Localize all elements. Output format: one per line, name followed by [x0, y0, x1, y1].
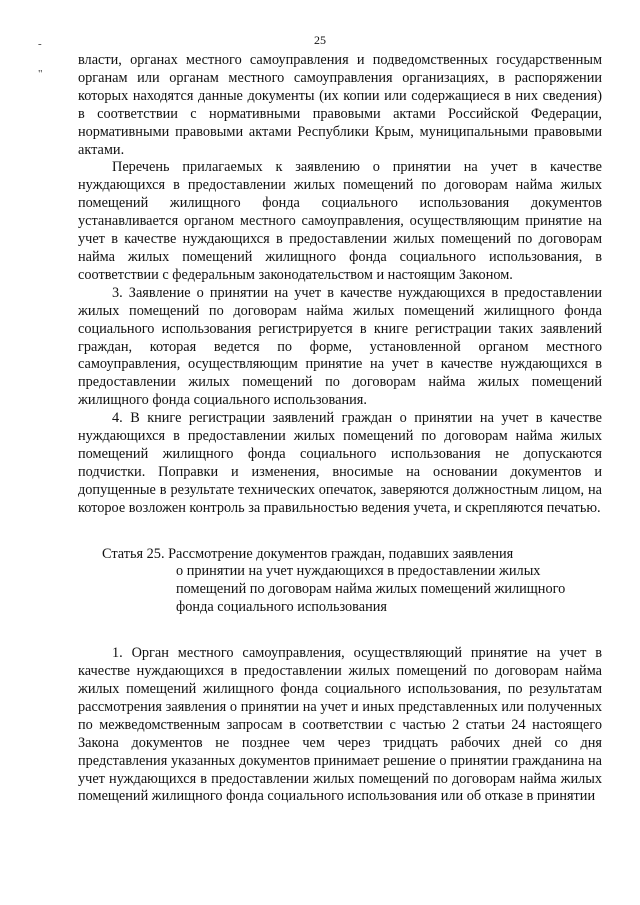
paragraph-continuation: власти, органах местного самоуправления и подведомственных государственным органам или органам местного самоуправления организациях, в распоряжении которых находятся данные документы (их копии или содержащиеся в них сведения) в соответствии с нормативными правовыми актами Российской Федерации, нормативными правовыми актами Республики Крым, муниципальными правовыми актами. — [78, 52, 602, 158]
margin-mark-dash: - — [38, 38, 42, 50]
document-body — [78, 52, 602, 806]
paragraph-item-3: 3. Заявление о принятии на учет в качестве нуждающихся в предоставлении жилых помещений по договорам найма жилых помещений жилищного фонда социального использования регистрируется в книге регистрации таких заявлений граждан, которая ведется по форме, установленной органом местного самоуправления, осуществляющим принятие на учет в качестве нуждающихся в предоставлении жилых помещений по договорам найма жилых помещений жилищного фонда социального использования. — [78, 284, 602, 409]
article-heading-continuation: о принятии на учет нуждающихся в предоставлении жилых помещений по договорам найма жилых помещений жилищного фонда социального использования — [176, 563, 566, 616]
paragraph-item-4: 4. В книге регистрации заявлений граждан о принятии на учет в качестве нуждающихся в предоставлении жилых помещений по договорам найма жилых помещений жилищного фонда социального использования не допускаются подчистки. Поправки и изменения, вносимые на основании документов и допущенные в результате технических опечаток, заверяются должностным лицом, на которое возложен контроль за правильностью ведения учета, и скрепляются печатью. — [78, 410, 602, 516]
paragraph-documents-list: Перечень прилагаемых к заявлению о принятии на учет в качестве нуждающихся в предоставлении жилых помещений по договорам найма жилых помещений жилищного фонда социального использования документов устанавливается органом местного самоуправления, осуществляющим принятие на учет в качестве нуждающихся в предоставлении жилых помещений по договорам найма жилых помещений жилищного фонда социального использования, в соответствии с федеральным законодательством и настоящим Законом. — [78, 159, 602, 283]
article-heading — [78, 546, 602, 618]
page-number: 25 — [314, 33, 326, 47]
article-paragraph-1: 1. Орган местного самоуправления, осуществляющий принятие на учет в качестве нуждающихся в предоставлении жилых помещений по договорам найма жилых помещений жилищного фонда социального использования, по результатам рассмотрения заявления о принятии на учет и иных представленных или полученных по межведомственным запросам в соответствии с частью 2 статьи 24 настоящего Закона документов не позднее чем через тридцать рабочих дней со дня представления указанных документов принимает решение о принятии гражданина на учет нуждающихся в предоставлении жилых помещений по договорам найма жилых помещений жилищного фонда социального использования или об отказе в принятии — [78, 645, 602, 805]
article-heading-title: Статья 25. Рассмотрение документов граждан, подавших заявления — [102, 545, 514, 562]
margin-mark-quote: " — [38, 68, 43, 80]
